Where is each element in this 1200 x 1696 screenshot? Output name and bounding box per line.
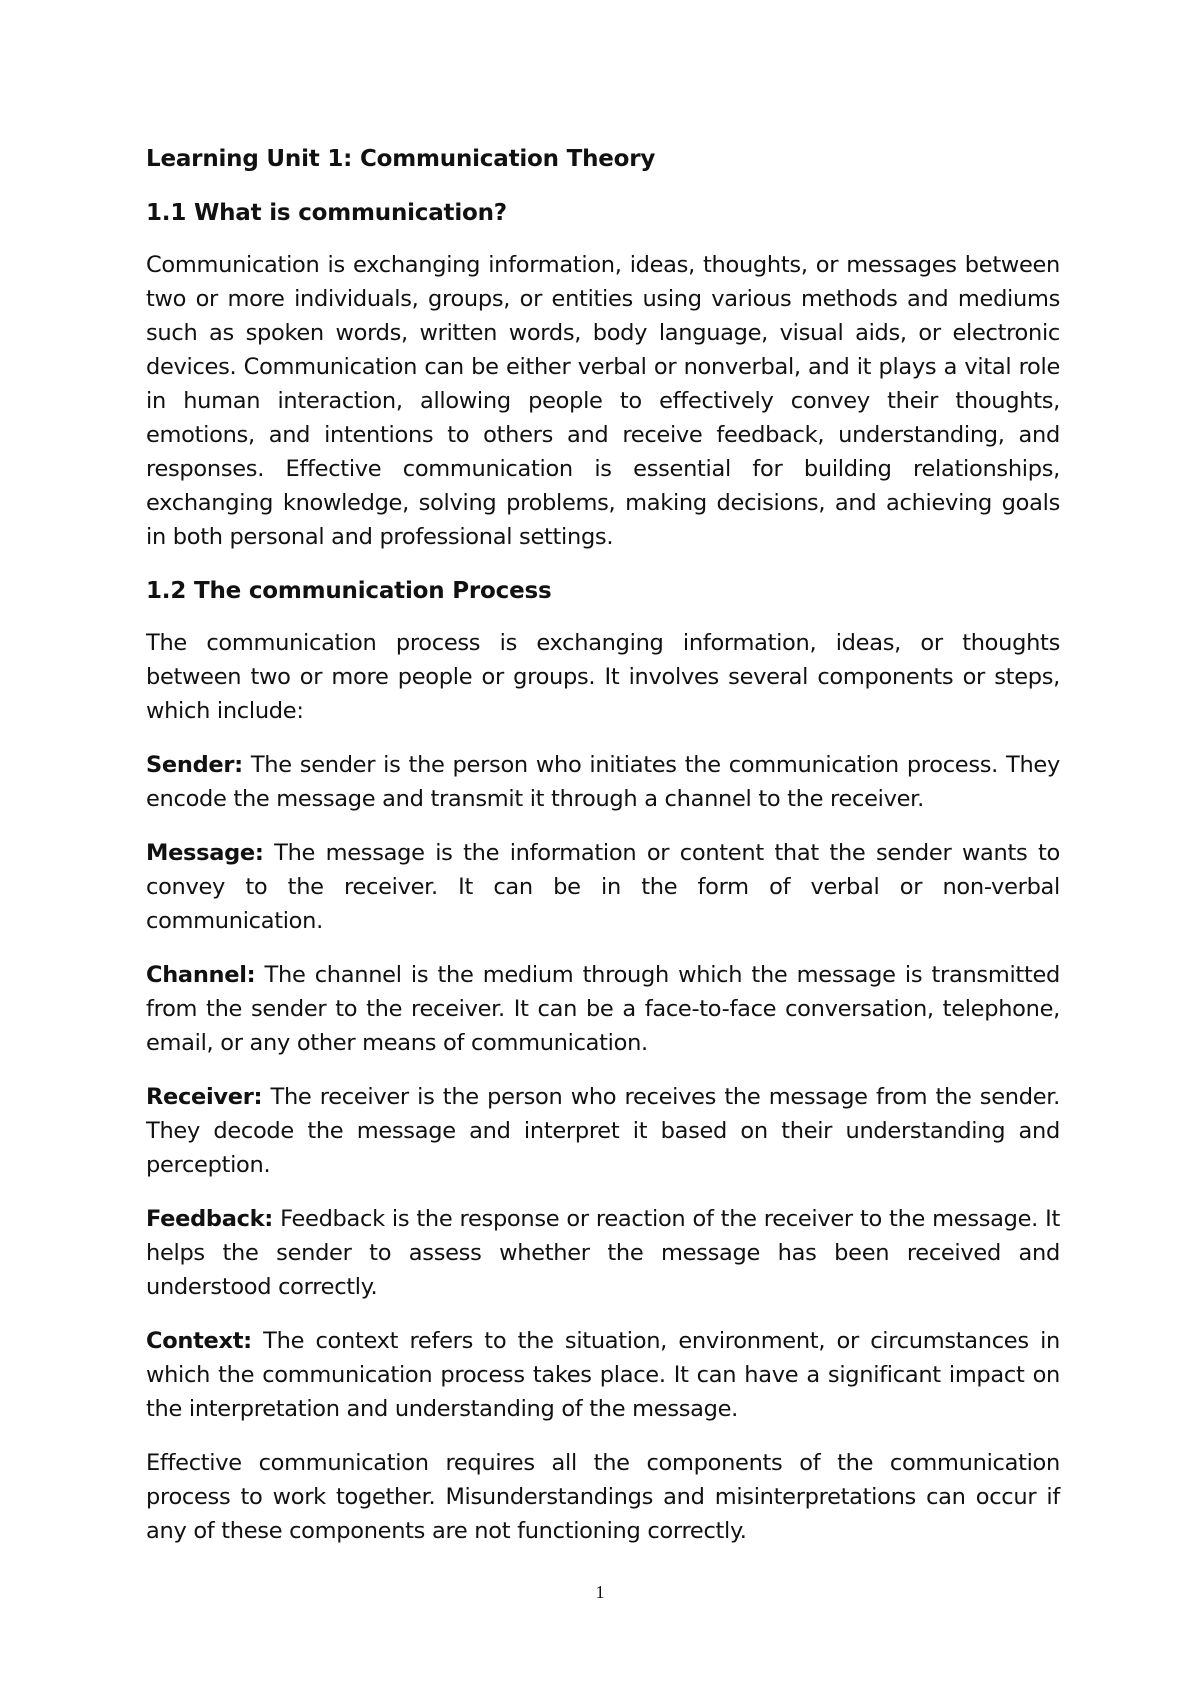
component-sender [146, 748, 1060, 816]
component-description: The context refers to the situation, environment, or circumstances in which the communication process takes place. It can have a significant impact on the interpretation and understanding of the message. [146, 1328, 1060, 1422]
section-heading-what-is-communication: 1.1 What is communication? [146, 200, 507, 226]
component-description: The receiver is the person who receives the message from the sender. They decode the message and interpret it based on their understanding and perception. [146, 1084, 1060, 1178]
component-term: Channel: [146, 962, 256, 988]
component-term: Message: [146, 840, 264, 866]
component-description: The message is the information or content that the sender wants to convey to the receiver. It can be in the form of verbal or non-verbal communication. [146, 840, 1060, 934]
component-term: Feedback: [146, 1206, 273, 1232]
component-term: Receiver: [146, 1084, 263, 1110]
component-term: Context: [146, 1328, 252, 1354]
document-page [146, 142, 1060, 1568]
component-description: The sender is the person who initiates the communication process. They encode the message and transmit it through a channel to the receiver. [146, 752, 1060, 812]
component-channel [146, 958, 1060, 1060]
component-context [146, 1324, 1060, 1426]
component-receiver [146, 1080, 1060, 1182]
process-intro-paragraph: The communication process is exchanging information, ideas, or thoughts between two or more people or groups. It involves several components or steps, which include: [146, 630, 1060, 724]
component-description: The channel is the medium through which the message is transmitted from the sender to the receiver. It can be a face-to-face conversation, telephone, email, or any other means of communication. [146, 962, 1060, 1056]
component-term: Sender: [146, 752, 243, 778]
document-title: Learning Unit 1: Communication Theory [146, 146, 656, 172]
component-description: Feedback is the response or reaction of the receiver to the message. It helps the sender to assess whether the message has been received and understood correctly. [146, 1206, 1060, 1300]
definition-paragraph: Communication is exchanging information, ideas, thoughts, or messages between two or more individuals, groups, or entities using various methods and mediums such as spoken words, written words, body language, visual aids, or electronic devices. Communication can be either verbal or nonverbal, and it plays a vital role in human interaction, allowing people to effectively convey their thoughts, emotions, and intentions to others and receive feedback, understanding, and responses. Effective communication is essential for building relationships, exchanging knowledge, solving problems, making decisions, and achieving goals in both personal and professional settings. [146, 252, 1060, 550]
conclusion-paragraph: Effective communication requires all the components of the communication process to work together. Misunderstandings and misinterpretations can occur if any of these components are not functioning correctly. [146, 1450, 1060, 1544]
section-heading-communication-process: 1.2 The communication Process [146, 578, 552, 604]
component-feedback [146, 1202, 1060, 1304]
component-message [146, 836, 1060, 938]
page-number: 1 [595, 1582, 605, 1602]
